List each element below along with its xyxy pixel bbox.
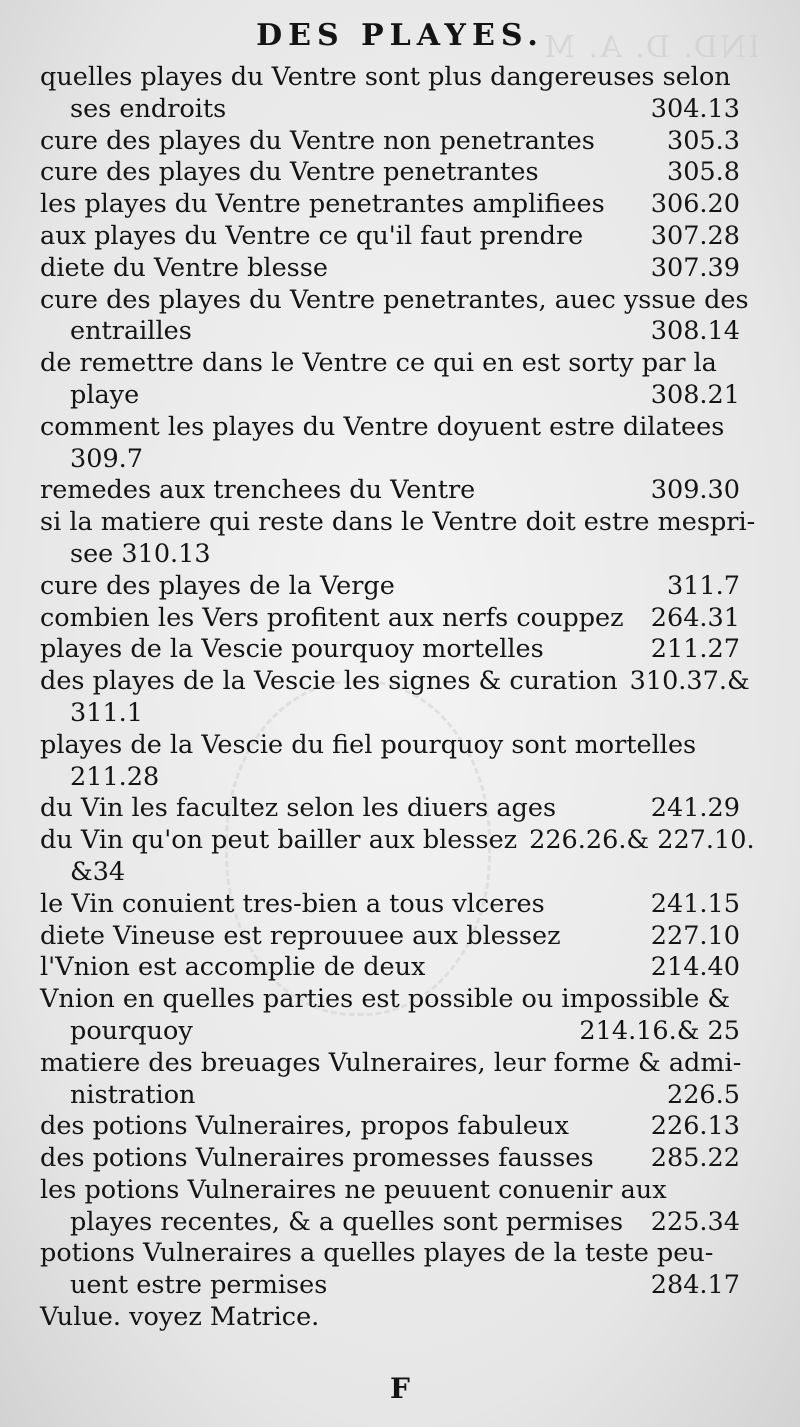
entry-page-ref: 308.21 <box>650 379 740 410</box>
entry-continuation: nistration <box>70 1079 196 1110</box>
index-entry <box>40 603 740 635</box>
running-header: DES PLAYES. <box>256 18 544 53</box>
entry-text: cure des playes du Ventre non penetrantes <box>40 125 595 156</box>
entry-page-ref: 264.31 <box>650 602 740 633</box>
entry-text: diete Vineuse est reprouuee aux blessez <box>40 920 561 951</box>
index-entry <box>40 730 740 794</box>
entry-text: remedes aux trenchees du Ventre <box>40 475 476 506</box>
entry-text: l'Vnion est accomplie de deux <box>40 952 426 983</box>
entry-page-ref: 226.5 <box>666 1079 740 1110</box>
index-entry <box>40 634 740 666</box>
entry-text: des potions Vulneraires promesses fausses <box>40 1143 594 1174</box>
index-entries <box>40 62 756 1334</box>
index-entry <box>40 952 740 984</box>
entry-text: matiere des breuages Vulneraires, leur forme & admi- <box>40 1047 742 1078</box>
entry-text: des playes de la Vescie les signes & curation <box>40 666 618 697</box>
index-entry <box>40 348 740 412</box>
entry-continuation: &34 <box>70 856 126 887</box>
entry-text: diete du Ventre blesse <box>40 252 328 283</box>
index-entry <box>40 889 740 921</box>
entry-page-ref: 284.17 <box>650 1270 740 1301</box>
index-entry <box>40 475 740 507</box>
entry-text: de remettre dans le Ventre ce qui en est sorty par la <box>40 348 717 379</box>
index-entry <box>40 253 740 285</box>
entry-continuation: 309.7 <box>70 443 144 474</box>
entry-continuation: playes recentes, & a quelles sont permises <box>70 1206 624 1237</box>
entry-text: Vulue. voyez Matrice. <box>40 1302 320 1333</box>
entry-page-ref: 226.26.& 227.10. <box>529 825 755 856</box>
index-entry <box>40 412 740 476</box>
entry-page-ref: 214.16.& 25 <box>579 1015 740 1046</box>
entry-text: du Vin les facultez selon les diuers ages <box>40 793 557 824</box>
index-entry <box>40 284 749 349</box>
entry-page-ref: 310.37.& <box>629 666 750 697</box>
index-entry <box>40 1238 740 1302</box>
entry-text: quelles playes du Ventre sont plus dangereuses selon <box>40 62 731 92</box>
index-entry <box>40 157 740 189</box>
entry-continuation: playe <box>70 379 140 410</box>
entry-page-ref: 304.13 <box>650 93 740 124</box>
entry-text: playes de la Vescie pourquoy mortelles <box>40 634 544 665</box>
entry-text: combien les Vers profitent aux nerfs couppez <box>40 602 624 633</box>
entry-text: le Vin conuient tres-bien a tous vlceres <box>40 888 545 919</box>
entry-continuation: pourquoy <box>70 1015 193 1046</box>
entry-page-ref: 305.8 <box>666 157 740 188</box>
entry-page-ref: 307.39 <box>650 252 740 283</box>
entry-continuation: 311.1 <box>70 697 144 728</box>
entry-page-ref: 227.10 <box>650 920 740 951</box>
index-entry <box>40 507 756 571</box>
entry-page-ref: 307.28 <box>650 220 740 251</box>
entry-text: les potions Vulneraires ne peuuent conuenir aux <box>40 1174 667 1205</box>
entry-page-ref: 306.20 <box>650 189 740 220</box>
index-entry <box>40 1175 740 1239</box>
entry-page-ref: 309.30 <box>650 475 740 506</box>
index-entry <box>40 793 740 825</box>
entry-text: potions Vulneraires a quelles playes de la teste peu- <box>40 1238 714 1269</box>
entry-text: cure des playes du Ventre penetrantes, auec yssue des <box>40 284 749 315</box>
index-entry <box>40 189 740 221</box>
entry-page-ref: 225.34 <box>650 1206 740 1237</box>
entry-text: les playes du Ventre penetrantes amplifiees <box>40 189 605 220</box>
index-entry <box>40 62 740 126</box>
entry-page-ref: 285.22 <box>650 1143 740 1174</box>
entry-text: cure des playes du Ventre penetrantes <box>40 157 539 188</box>
entry-continuation: 211.28 <box>70 761 160 792</box>
index-entry <box>40 666 750 730</box>
entry-page-ref: 211.27 <box>650 634 740 665</box>
entry-continuation: entrailles <box>70 316 192 347</box>
entry-page-ref: 241.29 <box>650 793 740 824</box>
index-entry <box>40 1111 740 1143</box>
index-entry <box>40 1302 740 1334</box>
index-entry <box>40 1143 740 1175</box>
entry-text: aux playes du Ventre ce qu'il faut prendre <box>40 220 584 251</box>
index-entry <box>40 921 740 953</box>
entry-text: si la matiere qui reste dans le Ventre doit estre mespri- <box>40 507 756 538</box>
entry-page-ref: 241.15 <box>650 888 740 919</box>
entry-text: cure des playes de la Verge <box>40 570 395 601</box>
entry-text: du Vin qu'on peut bailler aux blessez <box>40 825 518 856</box>
index-entry <box>40 1048 740 1112</box>
index-entry <box>40 571 740 603</box>
entry-continuation: ses endroits <box>70 93 227 124</box>
entry-continuation: uent estre permises <box>70 1270 328 1301</box>
entry-text: playes de la Vescie du fiel pourquoy sont mortelles <box>40 729 697 760</box>
bleed-through-text: IND. D. A. M <box>542 30 760 65</box>
signature-mark: F <box>390 1372 410 1405</box>
index-entry <box>40 221 740 253</box>
index-entry <box>40 984 740 1048</box>
entry-page-ref: 226.13 <box>650 1111 740 1142</box>
entry-text: des potions Vulneraires, propos fabuleux <box>40 1111 569 1142</box>
entry-text: Vnion en quelles parties est possible ou impossible & <box>40 984 731 1015</box>
index-entry <box>40 126 740 158</box>
entry-page-ref: 214.40 <box>650 952 740 983</box>
entry-text: comment les playes du Ventre doyuent estre dilatees <box>40 411 725 442</box>
entry-continuation: see 310.13 <box>70 538 211 569</box>
entry-page-ref: 305.3 <box>666 125 740 156</box>
index-entry <box>40 825 755 889</box>
entry-page-ref: 308.14 <box>650 316 740 347</box>
entry-page-ref: 311.7 <box>666 570 740 601</box>
